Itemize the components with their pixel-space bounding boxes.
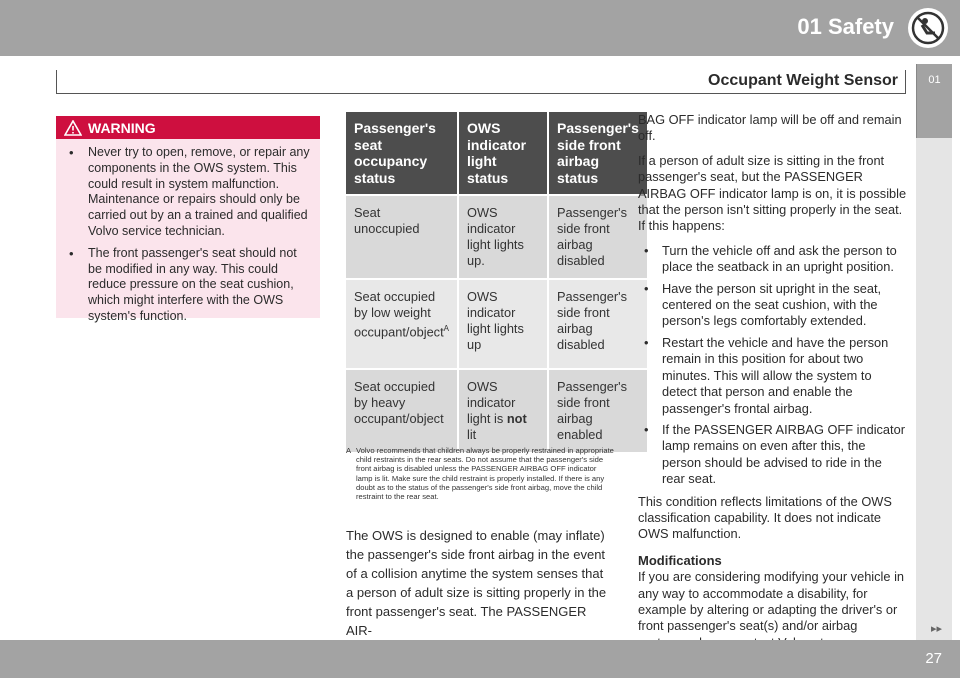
footnote-label: A [346,446,352,455]
footnote-text: Volvo recommends that children always be properly restrained in appropriate child restraints in the rear seats. Do not assume that the passenger's side front airbag is disabled unless the PASSENGER AIRBAG OFF indicator lamp is lit. Make sure the child restraint is properly installed. If there is any doubt as to the status of the passenger's side front airbag, move the child restraint to the rear seat. [356,446,614,502]
next-page-arrows[interactable]: ▸▸ [930,623,942,635]
table-cell [346,279,458,369]
warning-item: • The front passenger's seat should not be modified in any way. This could reduce pressure on the seat cushion, which might interfere with the OWS system's function. [66,246,310,325]
cell-text: Seat occupied by low weight occupant/object [354,289,444,340]
cell-text: OWS indicator light is [466,379,516,426]
list-item: • If the PASSENGER AIRBAG OFF indicator lamp remains on even after this, the person should be advised to ride in the rear seat. [638,422,908,488]
table-cell: Seat unoccupied [346,195,458,279]
cell-text: lit [466,427,477,442]
body-paragraph: The OWS is designed to enable (may inflate) the passenger's side front airbag in the event of a collision anytime the system senses that a person of adult size is sitting properly in the front passenger's seat. The PASSENGER AIR- [346,528,607,638]
table-row [346,195,647,279]
warning-triangle-icon [64,120,82,136]
side-strip [916,138,952,640]
table-header: Passenger's seat occupancy status [346,112,458,195]
section-heading: Modifications [638,552,722,568]
table-header: Passenger's side front airbag status [548,112,647,195]
warning-title: WARNING [88,119,156,136]
body-paragraph: If you are considering modifying your vehicle in any way to accommodate a disability, for example by altering or adapting the driver's or front passenger's seat(s) and/or airbag [638,569,905,634]
body-paragraph: This condition reflects limitations of the OWS classification capability. It does not indicate OWS malfunction. [638,493,892,542]
page-number: 27 [925,650,942,667]
table-footnote [346,446,614,501]
body-paragraph: If a person of adult size is sitting in the front passenger's seat, but the PASSENGER AIRBAG OFF indicator lamp is on, it is possible that the person isn't sitting properly in the seat. If this happens: [638,152,907,234]
table-cell: OWS indicator light lights up. [458,195,548,279]
cell-emphasis: not [506,411,527,426]
right-column [638,112,908,659]
table-cell: Seat occupied by heavy occupant/object [346,369,458,452]
warning-header [56,116,320,139]
chapter-title: 01 Safety [797,14,894,39]
table-row [346,279,647,369]
warning-list [66,145,310,325]
table-cell: Passenger's side front airbag enabled [548,369,647,452]
warning-box [56,116,320,323]
body-paragraph: BAG OFF indicator lamp will be off and remain off. [638,112,902,144]
footer-bar [0,640,960,678]
table-cell: Passenger's side front airbag disabled [548,195,647,279]
footnote-ref: A [443,324,449,333]
warning-item: • Never try to open, remove, or repair any components in the OWS system. This could result in system malfunction. Maintenance or repairs should only be carried out by an a trained and qualified Volvo service technician. [66,145,310,240]
table-header: OWS indicator light status [458,112,548,195]
section-title: Occupant Weight Sensor [708,72,898,89]
list-item: • Restart the vehicle and have the person remain in this position for about two minutes. This will allow the system to detect that person and enable the passenger's frontal airbag. [638,335,908,417]
table-row [346,369,647,452]
table-cell: Passenger's side front airbag disabled [548,279,647,369]
airbag-off-icon [908,8,948,48]
ows-status-table [346,112,647,452]
list-item: • Turn the vehicle off and ask the person to place the seatback in an upright position. [638,243,908,276]
instruction-list [638,243,908,488]
table-cell: OWS indicator light lights up [458,279,548,369]
list-item: • Have the person sit upright in the seat, centered on the seat cushion, with the person's legs comfortably extended. [638,281,908,330]
chapter-tab[interactable]: 01 [916,64,952,138]
table-cell [458,369,548,452]
